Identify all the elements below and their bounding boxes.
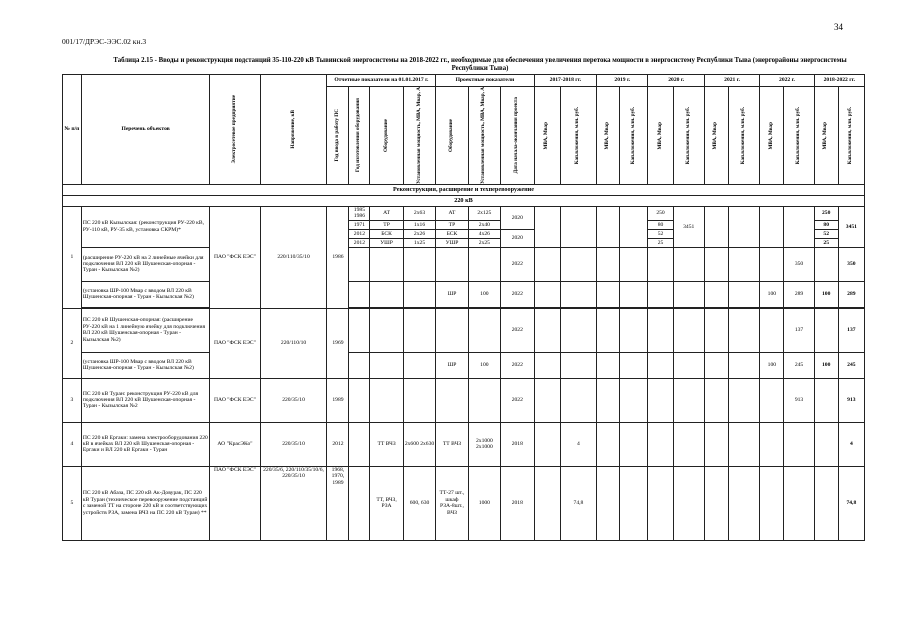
header-2021: 2021 г. bbox=[704, 75, 759, 87]
company: АО "КрасЭКо" bbox=[210, 422, 260, 466]
voltage: 220/35/6, 220/110/35/10/6, 220/35/10 bbox=[260, 466, 327, 540]
object-name: ПС 220 кВ Ергаки: замена электрооборудования 220 кВ в ячейках ВЛ 220 кВ Шушенская-опорная - Ергаки и ВЛ 220 кВ Ергаки - Туран bbox=[81, 422, 210, 466]
power-project: 2х1000 2х1000 bbox=[468, 422, 500, 466]
voltage: 220/110/35/10 bbox=[260, 206, 327, 308]
year-in: 1968, 1970, 1989 bbox=[327, 466, 349, 540]
company: ПАО "ФСК ЕЭС" bbox=[210, 206, 260, 308]
year-made: 2012 bbox=[349, 238, 370, 247]
mva-total: 250 bbox=[814, 206, 838, 220]
row-number: 1 bbox=[63, 206, 82, 308]
capex-total: 350 bbox=[838, 247, 864, 281]
start-date: 2022 bbox=[501, 378, 534, 422]
header-mva: МВА, Мвар bbox=[656, 121, 663, 150]
power: 2х600 2х630 bbox=[403, 422, 435, 466]
start-date: 2022 bbox=[501, 281, 534, 307]
object-name: (установка ШР-100 Мвар с вводом ВЛ 220 кВ Шушенская-опорная - Туран - Кызылская №2) bbox=[81, 352, 210, 378]
power-project: 2х125 bbox=[468, 206, 500, 220]
power-project: 1000 bbox=[468, 466, 500, 540]
power-project: 100 bbox=[468, 352, 500, 378]
capex-2022: 137 bbox=[784, 308, 814, 352]
capex-2022: 913 bbox=[784, 378, 814, 422]
year-in: 1989 bbox=[327, 378, 349, 422]
power: 2х26 bbox=[403, 229, 435, 238]
voltage: 220/35/10 bbox=[260, 422, 327, 466]
mva-total: 52 bbox=[814, 229, 838, 238]
header-voltage: Напряжение, кВ bbox=[289, 110, 296, 149]
header-num: № п/п bbox=[63, 75, 82, 185]
equipment-project: АТ bbox=[436, 206, 468, 220]
capex-2020: 3451 bbox=[673, 206, 704, 247]
capex-2022: 289 bbox=[784, 281, 814, 307]
row-number: 3 bbox=[63, 378, 82, 422]
object-name: ПС 220 кВ Туран: реконструкция РУ-220 кВ для подключения ВЛ 220 кВ Шушенская-опорная - Туран - Кызылская №2 bbox=[81, 378, 210, 422]
company: ПАО "ФСК ЕЭС" bbox=[210, 466, 260, 540]
header-group-report: Отчетные показатели на 01.01.2017 г. bbox=[327, 75, 436, 87]
header-2022: 2022 г. bbox=[760, 75, 814, 87]
header-objects: Перечень объектов bbox=[81, 75, 210, 185]
row-number: 2 bbox=[63, 308, 82, 378]
start-date: 2022 bbox=[501, 308, 534, 352]
mva-total: 100 bbox=[814, 281, 838, 307]
header-power: Установленная мощность, МВА, Мвар, А bbox=[415, 87, 422, 184]
table-title: Таблица 2.15 - Вводы и реконструкция подстанций 35-110-220 кВ Тывинской энергосистемы на 2018-2022 гг., необходимые для обеспечения увеличения перетока мощности в энергосистему Республики Тыва (энергорайоны энергосистемы Республики Тыва) bbox=[113, 57, 847, 73]
mva-2020: 250 bbox=[648, 206, 673, 220]
year-in: 1969 bbox=[327, 308, 349, 378]
section-title: Реконструкция, расширение и техперевооружение bbox=[63, 184, 865, 195]
power-project: 4х26 bbox=[468, 229, 500, 238]
equipment: ТТ, ВЧЗ, РЗА bbox=[370, 466, 403, 540]
header-2018-2022: 2018-2022 гг. bbox=[814, 75, 864, 87]
capex-total: 245 bbox=[838, 352, 864, 378]
year-in: 1986 bbox=[327, 206, 349, 308]
header-2020: 2020 г. bbox=[648, 75, 704, 87]
equipment-project: ШР bbox=[436, 281, 468, 307]
object-name: (установка ШР-100 Мвар с вводом ВЛ 220 кВ Шушенская-опорная - Туран - Кызылская №2) bbox=[81, 281, 210, 307]
mva-2020: 25 bbox=[648, 238, 673, 247]
object-name: (расширение РУ-220 кВ на 2 линейные ячейки для подключения ВЛ 220 кВ Шушенская-опорная - Туран - Кызылская №2) bbox=[81, 247, 210, 281]
header-year-made: Год изготовления оборудования bbox=[355, 98, 362, 173]
header-year-in: Год ввода в работу ПС bbox=[333, 109, 340, 162]
equipment: ТР bbox=[370, 220, 403, 229]
header-equipment-project: Оборудование bbox=[447, 118, 454, 152]
header-2017-2018: 2017-2018 гг. bbox=[534, 75, 597, 87]
power: 600, 630 bbox=[403, 466, 435, 540]
equipment-project: УШР bbox=[436, 238, 468, 247]
header-mva: МВА, Мвар bbox=[712, 121, 719, 150]
capex-total: 74,8 bbox=[838, 466, 864, 540]
capex-total: 4 bbox=[838, 422, 864, 466]
header-power-project: Установленная мощность, МВА, Мвар, А bbox=[480, 87, 487, 184]
mva-2022: 100 bbox=[760, 352, 784, 378]
header-mva: МВА, Мвар bbox=[543, 121, 550, 150]
header-capex: Кап.вложения, млн. руб. bbox=[795, 106, 802, 165]
year-in: 2012 bbox=[327, 422, 349, 466]
start-date: 2022 bbox=[501, 247, 534, 281]
equipment-project: ШР bbox=[436, 352, 468, 378]
power: 2х63 bbox=[403, 206, 435, 220]
capex-total: 289 bbox=[838, 281, 864, 307]
power-project: 2х25 bbox=[468, 238, 500, 247]
equipment: УШР bbox=[370, 238, 403, 247]
header-capex: Кап.вложения, млн. руб. bbox=[629, 106, 636, 165]
header-equipment: Оборудование bbox=[382, 118, 389, 152]
year-made: 1985 1986 bbox=[349, 206, 370, 220]
equipment: БСК bbox=[370, 229, 403, 238]
header-capex: Кап.вложения, млн. руб. bbox=[740, 106, 747, 165]
capex-total: 137 bbox=[838, 308, 864, 352]
header-company: Электросетевое предприятие bbox=[231, 95, 237, 164]
equipment: ТТ ВЧЗ bbox=[370, 422, 403, 466]
company: ПАО "ФСК ЕЭС" bbox=[210, 378, 260, 422]
mva-2020: 52 bbox=[648, 229, 673, 238]
start-date: 2018 bbox=[501, 466, 534, 540]
start-date: 2020 bbox=[501, 206, 534, 229]
capex-2022: 245 bbox=[784, 352, 814, 378]
power-project: 2х40 bbox=[468, 220, 500, 229]
start-date: 2018 bbox=[501, 422, 534, 466]
capex-2017-2018: 4 bbox=[560, 422, 597, 466]
row-number: 5 bbox=[63, 466, 82, 540]
voltage: 220/110/10 bbox=[260, 308, 327, 378]
equipment-project: БСК bbox=[436, 229, 468, 238]
mva-total: 80 bbox=[814, 220, 838, 229]
object-name: ПС 220 кВ Абаза, ПС 220 кВ Ак-Довурак, ПС 220 кВ Туран (техническое перевооружение подстанций с заменой ТТ на стороне 220 кВ и соответствующих устройств РЗА, замена ВЧЗ на ПС 220 кВ Туран) ** bbox=[81, 466, 210, 540]
row-number: 4 bbox=[63, 422, 82, 466]
header-capex: Кап.вложения, млн. руб. bbox=[847, 106, 854, 165]
power-project: 100 bbox=[468, 281, 500, 307]
header-2019: 2019 г. bbox=[597, 75, 648, 87]
document-id: 001/17/ДРЭС-ЭЭС.02 кн.3 bbox=[62, 37, 147, 46]
equipment-project: ТТ ВЧЗ bbox=[436, 422, 468, 466]
voltage: 220/35/10 bbox=[260, 378, 327, 422]
company: ПАО "ФСК ЕЭС" bbox=[210, 308, 260, 378]
object-name: ПС 220 кВ Кызылская: (реконструкция РУ-220 кВ, РУ-110 кВ, РУ-35 кВ, установка СКРМ)* bbox=[81, 206, 210, 247]
year-made: 2012 bbox=[349, 229, 370, 238]
capex-2017-2018: 74,8 bbox=[560, 466, 597, 540]
subsection-title: 220 кВ bbox=[63, 195, 865, 206]
mva-total: 25 bbox=[814, 238, 838, 247]
power: 1х16 bbox=[403, 220, 435, 229]
start-date: 2020 bbox=[501, 229, 534, 247]
mva-2022: 100 bbox=[760, 281, 784, 307]
start-date: 2022 bbox=[501, 352, 534, 378]
mva-total: 100 bbox=[814, 352, 838, 378]
mva-2020: 80 bbox=[648, 220, 673, 229]
substations-table bbox=[62, 74, 865, 541]
capex-2022: 350 bbox=[784, 247, 814, 281]
header-mva: МВА, Мвар bbox=[767, 121, 774, 150]
header-start-date: Дата начала-окончания проекта bbox=[513, 97, 520, 174]
capex-total: 3451 bbox=[838, 206, 864, 247]
equipment: АТ bbox=[370, 206, 403, 220]
header-capex: Кап.вложения, млн. руб. bbox=[684, 106, 691, 165]
capex-total: 913 bbox=[838, 378, 864, 422]
object-name: ПС 220 кВ Шушенская-опорная: (расширение РУ-220 кВ на 1 линейную ячейку для подключения ВЛ 220 кВ Шушенская-опорная - Туран - Кызылская №2) bbox=[81, 308, 210, 352]
header-capex: Кап.вложения, млн. руб. bbox=[574, 106, 581, 165]
page-number: 34 bbox=[834, 22, 843, 32]
header-mva: МВА, Мвар bbox=[604, 121, 611, 150]
header-group-project: Проектные показатели bbox=[436, 75, 534, 87]
equipment-project: ТР bbox=[436, 220, 468, 229]
year-made: 1971 bbox=[349, 220, 370, 229]
power: 1х25 bbox=[403, 238, 435, 247]
equipment-project: ТТ-27 шт., шкаф РЗА-8шт., ВЧЗ bbox=[436, 466, 468, 540]
header-mva: МВА, Мвар bbox=[822, 121, 829, 150]
